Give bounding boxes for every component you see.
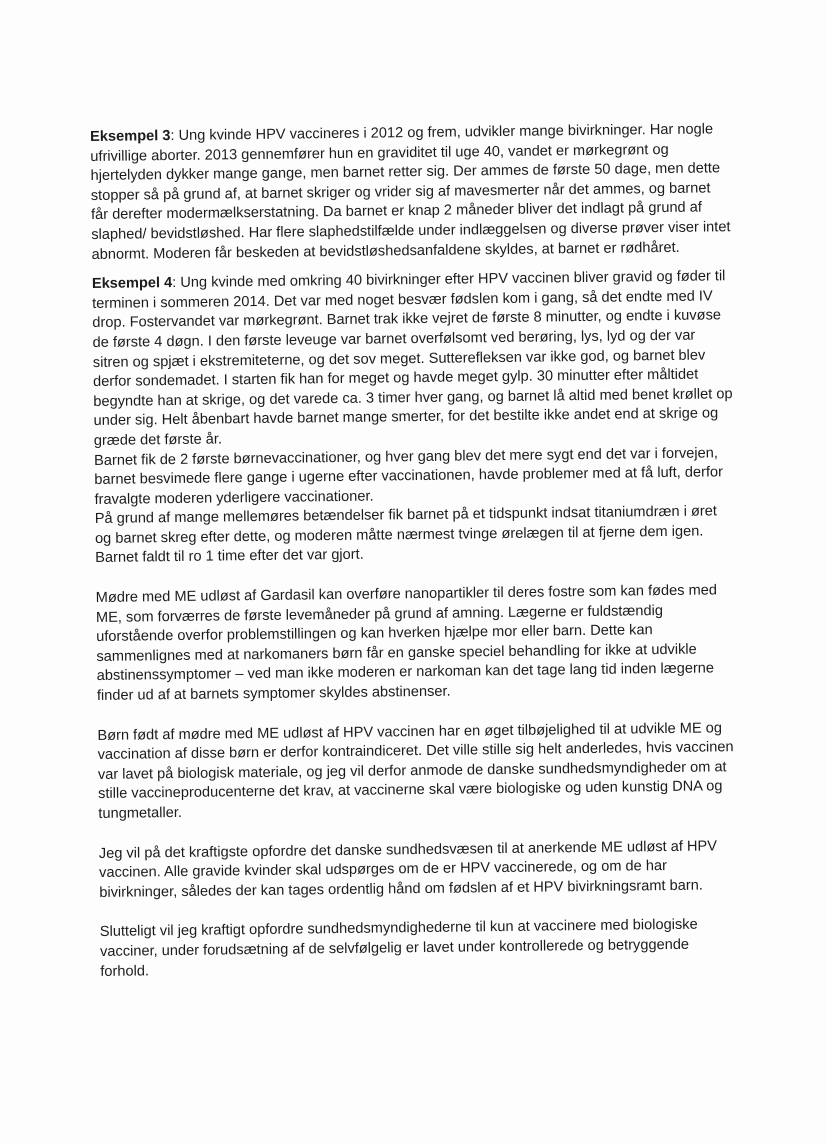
text-line: vaccinen. Alle gravide kvinder skal udspørges om de er HPV vaccinerede, og om de har [99,858,667,882]
example-label: Eksempel 3 [90,128,171,145]
example-label: Eksempel 4 [91,275,173,293]
text-line: vaccination af disse børn er derfor kontraindiceret. Det ville stille sig helt anderledes, hvis vaccinen [97,739,734,764]
text-line: slaphed/ bevidstløshed. Har flere slaphedstilfælde under indlæggelsen og diverse prøver viser intet [91,219,731,243]
text-line: abstinenssymptomer – ved man ikke moderen er narkoman kan det tage lang tid inden lægerne [96,660,715,685]
text-line: abnormt. Moderen får beskeden at bevidstløshedsanfaldene skyldes, at barnet er rødhåret. [91,239,680,263]
paragraph-final [100,915,781,982]
document-body [90,120,780,982]
paragraph-mothers [96,581,777,707]
text-line: Barnet fik de 2 første børnevaccinationer, og hver gang blev det mere sygt end det var i forvejen, [93,444,718,469]
text-line: var lavet på biologisk materiale, og jeg vil derfor anmode de danske sundhedsmyndigheder om at [97,759,727,783]
paragraph-example-3 [90,120,772,265]
paragraph-urge [99,836,780,903]
text-line: forhold. [100,962,150,980]
text-line: får derefter modermælkserstatning. Da barnet er knap 2 måneder bliver det indlagt på grund af [90,199,702,224]
text-line: Børn født af mødre med ME udløst af HPV vaccinen har en øget tilbøjelighed til at udvikle ME og [97,719,723,744]
text-line: stopper så på grund af, at barnet skriger og vrider sig af mavesmerter når det ammes, og barnet [90,180,711,204]
paragraph-children [97,718,778,824]
text-line: sitren og spjæt i ekstremiteterne, og det sov meget. Sutterefleksen var ikke god, og barnet blev [92,347,706,371]
text-line: drop. Fostervandet var mørkegrønt. Barnet trak ikke vejret de første 8 minutter, og endte i kuvøse [92,307,722,332]
text-line: fravalgte moderen yderligere vaccinationer. [94,488,374,508]
text-line: Mødre med ME udløst af Gardasil kan overføre nanopartikler til deres fostre som kan fødes med [95,582,718,607]
text-line: sammenlignes med at narkomaners børn får en ganske speciel behandling for ikke at udvikle [96,641,697,665]
text-line: stille vaccineproducenterne det krav, at vaccinerne skal være biologiske og uden kunstig DNA og [98,778,723,803]
text-line: hjertelyden dykker mange gange, men barnet retter sig. Der ammes de første 50 dage, men dette [90,160,721,185]
text-line: tungmetaller. [98,804,183,822]
paragraph-example-4 [92,267,776,569]
text-line: barnet besvimede flere gange i ugerne efter vaccinationen, havde problemer med at få luft, derfor [94,464,724,489]
text-line: begyndte han at skrige, og det varede ca. 3 timer hver gang, og barnet lå altid med benet krøllet op [93,385,733,410]
text-line: På grund af mange mellemøres betændelser fik barnet på et tidspunkt indsat titaniumdræn i øret [94,503,718,528]
text-line: Eksempel 3: Ung kvinde HPV vaccineres i 2012 og frem, udvikler mange bivirkninger. Har nogle [90,121,714,145]
text-line: Eksempel 4: Ung kvinde med omkring 40 bivirkninger efter HPV vaccinen bliver gravid og føder til [91,268,726,293]
text-line: og barnet skreg efter dette, og moderen måtte nærmest tvinge ørelægen til at fjerne dem igen. [94,523,704,547]
text-line: græde det første år. [93,431,223,449]
text-line: terminen i sommeren 2014. Det var med noget besvær fødslen kom i gang, så det endte med IV [92,288,713,312]
text-line: Jeg vil på det kraftigste opfordre det danske sundhedsvæsen til at anerkende ME udløst af HPV [98,837,718,862]
text-line: uforstående overfor problemstillingen og kan hverken hjælpe mor eller barn. Dette kan [96,622,653,646]
text-line: Barnet faldt til ro 1 time efter det var gjort. [95,547,364,567]
text-line: ME, som forværres de første levemåneder på grund af amning. Lægerne er fuldstændig [95,602,664,626]
text-line: finder ud af at barnets symptomer skyldes abstinenser. [96,683,451,704]
text-line: bivirkninger, således der kan tages ordentlig hånd om fødslen af et HPV bivirkningsramt barn. [99,877,703,901]
text-line: under sig. Helt åbenbart havde barnet mange smerter, for det bestilte ikke andet end at skrige og [93,405,719,430]
text-line: Slutteligt vil jeg kraftigt opfordre sundhedsmyndighederne til kun at vaccinere med biologiske [99,917,698,941]
text-line: ufrivillige aborter. 2013 gennemfører hun en graviditet til uge 40, vandet er mørkegrønt og [90,141,669,165]
text-line: vacciner, under forudsætning af de selvfølgelig er lavet under kontrollerede og betryggende [99,936,690,960]
text-line: de første 4 døgn. I den første leveuge var barnet overfølsomt ved berøring, lys, lyd og der var [92,327,696,351]
text-line: derfor sondemadet. I starten fik han for meget og havde meget gylp. 30 minutter efter måltidet [93,366,699,391]
